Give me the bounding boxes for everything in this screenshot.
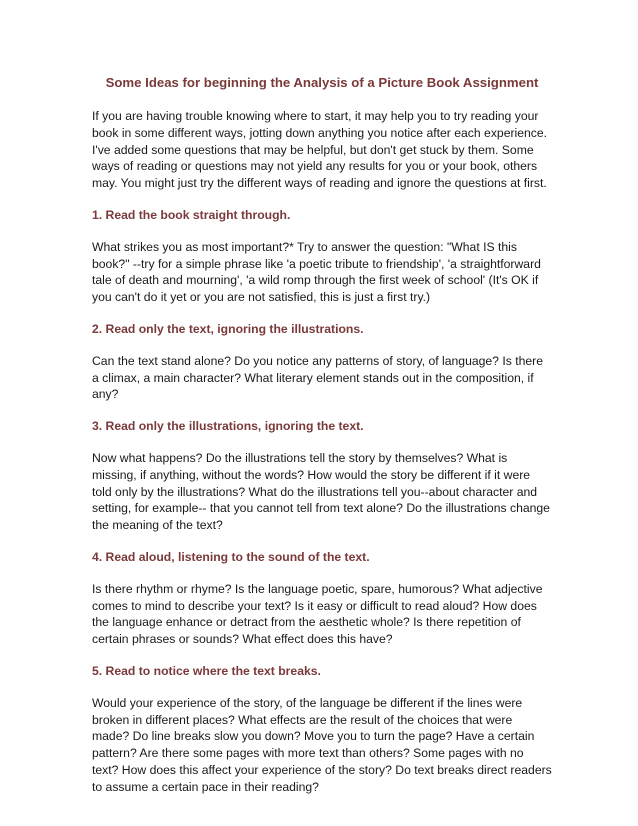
document-title: Some Ideas for beginning the Analysis of a Picture Book Assignment: [105, 75, 539, 90]
section-1: [92, 207, 552, 306]
section-heading: 3. Read only the illustrations, ignoring the text.: [92, 419, 364, 434]
section-3: [92, 418, 552, 534]
section-2: [92, 321, 552, 403]
section-body: Can the text stand alone? Do you notice any patterns of story, of language? Is there a climax, a main character? What literary element stands out in the composition, if any?: [92, 353, 543, 402]
section-heading: 2. Read only the text, ignoring the illustrations.: [92, 321, 364, 336]
section-body: Would your experience of the story, of the language be different if the lines were broken in different places? What effects are the result of the choices that were made? Do line breaks slow you down? Move you to turn the page? Have a certain pattern? Are there some pages with more text than others? Some pages with no text? How does this affect your experience of the story? Do text breaks direct readers to assume a certain pace in their reading?: [92, 695, 552, 794]
section-body: Is there rhythm or rhyme? Is the language poetic, spare, humorous? What adjective comes to mind to describe your text? Is it easy or difficult to read aloud? How does the language enhance or detract from the aesthetic whole? Is there repetition of certain phrases or sounds? What effect does this have?: [92, 581, 543, 647]
section-body: What strikes you as most important?* Try to answer the question: "What IS this book?" --try for a simple phrase like 'a poetic tribute to friendship', 'a straightforward tale of death and mourning', 'a wild romp through the first week of school' (It's OK if you can't do it yet or you are not satisfied, this is just a first try.): [92, 239, 541, 305]
document-page: [92, 74, 552, 811]
section-body: Now what happens? Do the illustrations tell the story by themselves? What is missing, if anything, without the words? How would the story be different if it were told only by the illustrations? What do the illustrations tell you--about character and setting, for example-- that you cannot tell from text alone? Do the illustrations change the meaning of the text?: [92, 450, 550, 533]
intro-paragraph: If you are having trouble knowing where to start, it may help you to try reading your book in some different ways, jotting down anything you notice after each experience. I've added some questions that may be helpful, but don't get stuck by them. Some ways of reading or questions may not yield any results for you or your book, others may. You might just try the different ways of reading and ignore the questions at first.: [92, 109, 548, 191]
section-heading: 5. Read to notice where the text breaks.: [92, 663, 321, 678]
section-5: [92, 663, 552, 796]
section-heading: 4. Read aloud, listening to the sound of the text.: [92, 549, 370, 564]
section-4: [92, 549, 552, 648]
section-heading: 1. Read the book straight through.: [92, 207, 291, 222]
